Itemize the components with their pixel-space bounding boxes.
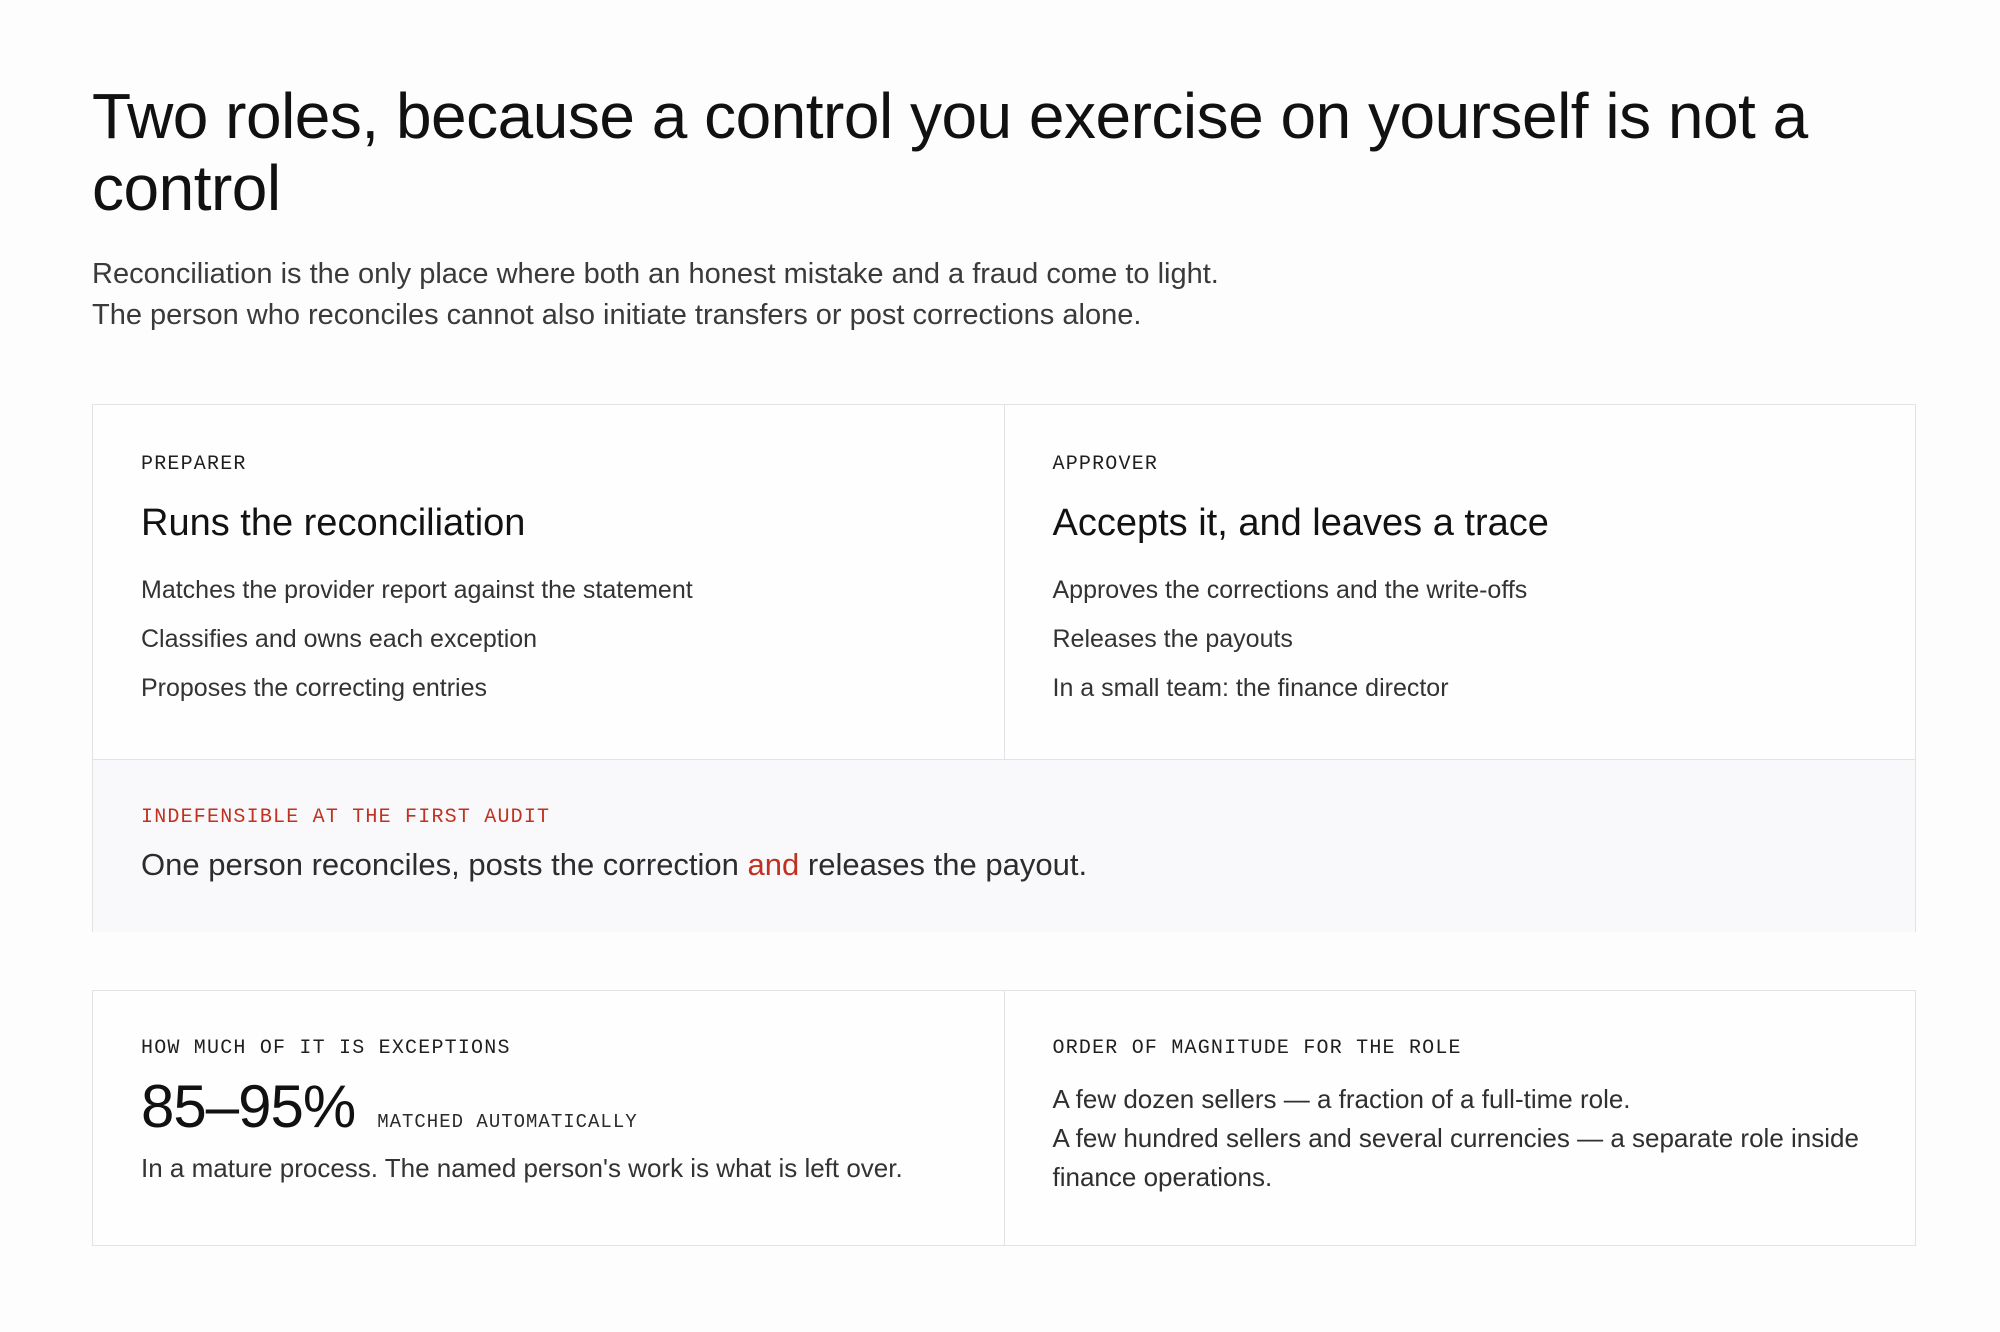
page [92, 80, 1918, 1192]
list-item: Releases the payouts [1052, 625, 1293, 653]
warning-text-accent: and [747, 847, 800, 882]
intro-line-2: The person who reconciles cannot also initiate transfers or post corrections alone. [92, 299, 1142, 331]
role-eyebrow: PREPARER [141, 453, 247, 476]
role-eyebrow: APPROVER [1052, 453, 1159, 476]
magnitude-text [1053, 1080, 1868, 1197]
magnitude-line-2: A few hundred sellers and several currencies — a separate role inside finance operations. [1052, 1123, 1859, 1192]
audit-warning [93, 760, 1915, 932]
warning-text [141, 845, 1867, 885]
warning-eyebrow: INDEFENSIBLE AT THE FIRST AUDIT [141, 806, 551, 829]
stat-note: In a mature process. The named person's work is what is left over. [141, 1153, 903, 1183]
list-item: Approves the corrections and the write-offs [1052, 576, 1528, 604]
stat-eyebrow: ORDER OF MAGNITUDE FOR THE ROLE [1052, 1037, 1462, 1060]
magnitude-line-1: A few dozen sellers — a fraction of a full-time role. [1052, 1084, 1631, 1114]
stats-panel [92, 990, 1916, 1246]
magnitude-stat [1004, 991, 1916, 1245]
stat-eyebrow: HOW MUCH OF IT IS EXCEPTIONS [141, 1037, 511, 1060]
stat-value: 85–95% [141, 1073, 356, 1140]
role-duties-list [141, 566, 956, 713]
list-item: Proposes the correcting entries [141, 674, 488, 702]
list-item: Matches the provider report against the statement [141, 576, 693, 604]
stat-value-row [141, 1072, 956, 1142]
role-title: Accepts it, and leaves a trace [1052, 502, 1549, 544]
exceptions-stat [93, 991, 1004, 1245]
role-title: Runs the reconciliation [141, 502, 526, 544]
list-item: In a small team: the finance director [1052, 674, 1449, 702]
page-title: Two roles, because a control you exercise on yourself is not a control [92, 80, 1808, 224]
list-item: Classifies and owns each exception [141, 625, 538, 653]
roles-panel [92, 404, 1916, 932]
intro-text [92, 254, 1918, 336]
role-card-preparer [93, 405, 1004, 759]
stat-caption: MATCHED AUTOMATICALLY [377, 1111, 638, 1133]
role-card-approver [1004, 405, 1916, 759]
warning-text-end: releases the payout. [799, 847, 1088, 882]
role-duties-list [1053, 566, 1868, 713]
intro-line-1: Reconciliation is the only place where both an honest mistake and a fraud come to light. [92, 258, 1219, 290]
roles-row [93, 405, 1915, 760]
warning-text-start: One person reconciles, posts the correction [141, 847, 748, 882]
